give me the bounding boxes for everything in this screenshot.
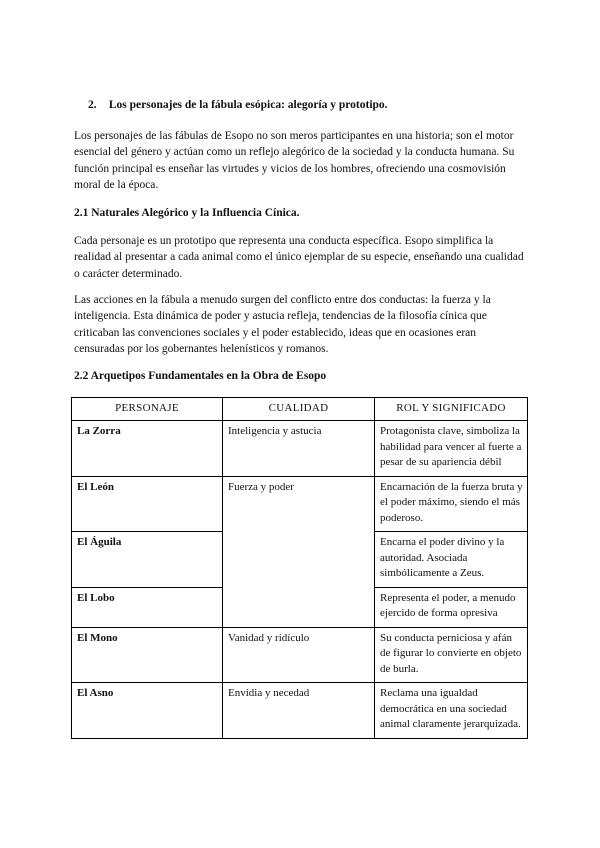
subsection-1-paragraph-2: Las acciones en la fábula a menudo surgen del conflicto entre dos conductas: la fuerza y la inteligencia. Esta dinámica de poder y astucia refleja, tendencias de la filosofía cínica que criticaban las convenciones sociales y el poder establecido, ideas que en ocasiones eran censuradas por los gobernantes helenísticos y romanos. — [74, 294, 491, 356]
cell-rol: Representa el poder, a menudo ejercido de forma opresiva — [375, 587, 528, 627]
table-row — [72, 683, 528, 739]
header-rol: ROL Y SIGNIFICADO — [375, 398, 528, 421]
cell-rol: Protagonista clave, simboliza la habilidad para vencer al fuerte a pesar de su apariencia débil — [375, 421, 528, 477]
cell-rol: Encarnación de la fuerza bruta y el poder máximo, siendo el más poderoso. — [375, 476, 528, 532]
cell-rol: Reclama una igualdad democrática en una sociedad animal claramente jerarquizada. — [375, 683, 528, 739]
subsection-1-paragraph-1: Cada personaje es un prototipo que representa una conducta específica. Esopo simplifica la realidad al presentar a cada animal como el único ejemplar de su especie, enseñando una cualidad o carácter determinado. — [74, 235, 524, 280]
header-cualidad: CUALIDAD — [223, 398, 375, 421]
cell-personaje: El Mono — [72, 627, 223, 683]
subsection-2-title: 2.2 Arquetipos Fundamentales en la Obra de Esopo — [74, 370, 327, 382]
table-row — [72, 476, 528, 532]
table-row — [72, 627, 528, 683]
cell-personaje: El Asno — [72, 683, 223, 739]
cell-personaje: El Águila — [72, 532, 223, 588]
cell-personaje: La Zorra — [72, 421, 223, 477]
intro-paragraph: Los personajes de las fábulas de Esopo no son meros participantes en una historia; son el motor esencial del género y actúan como un reflejo alegórico de la sociedad y la conducta humana. Su función principal es enseñar las virtudes y vicios de los hombres, ofreciendo una cosmovisión moral de la época. — [74, 130, 515, 192]
archetypes-table — [71, 397, 528, 739]
cell-cualidad-merged: Fuerza y poder — [223, 476, 375, 627]
cell-personaje: El León — [72, 476, 223, 532]
cell-personaje: El Lobo — [72, 587, 223, 627]
cell-cualidad: Envidia y necedad — [223, 683, 375, 739]
table-header-row — [72, 398, 528, 421]
section-heading — [88, 99, 388, 111]
subsection-1-title: 2.1 Naturales Alegórico y la Influencia Cínica. — [74, 207, 300, 219]
header-personaje: PERSONAJE — [72, 398, 223, 421]
section-number: 2. — [88, 99, 97, 111]
cell-cualidad: Inteligencia y astucia — [223, 421, 375, 477]
table-row — [72, 421, 528, 477]
cell-rol: Su conducta perniciosa y afán de figurar lo convierte en objeto de burla. — [375, 627, 528, 683]
cell-cualidad: Vanidad y ridículo — [223, 627, 375, 683]
cell-rol: Encarna el poder divino y la autoridad. Asociada simbólicamente a Zeus. — [375, 532, 528, 588]
section-title: Los personajes de la fábula esópica: alegoría y prototipo. — [108, 99, 388, 111]
